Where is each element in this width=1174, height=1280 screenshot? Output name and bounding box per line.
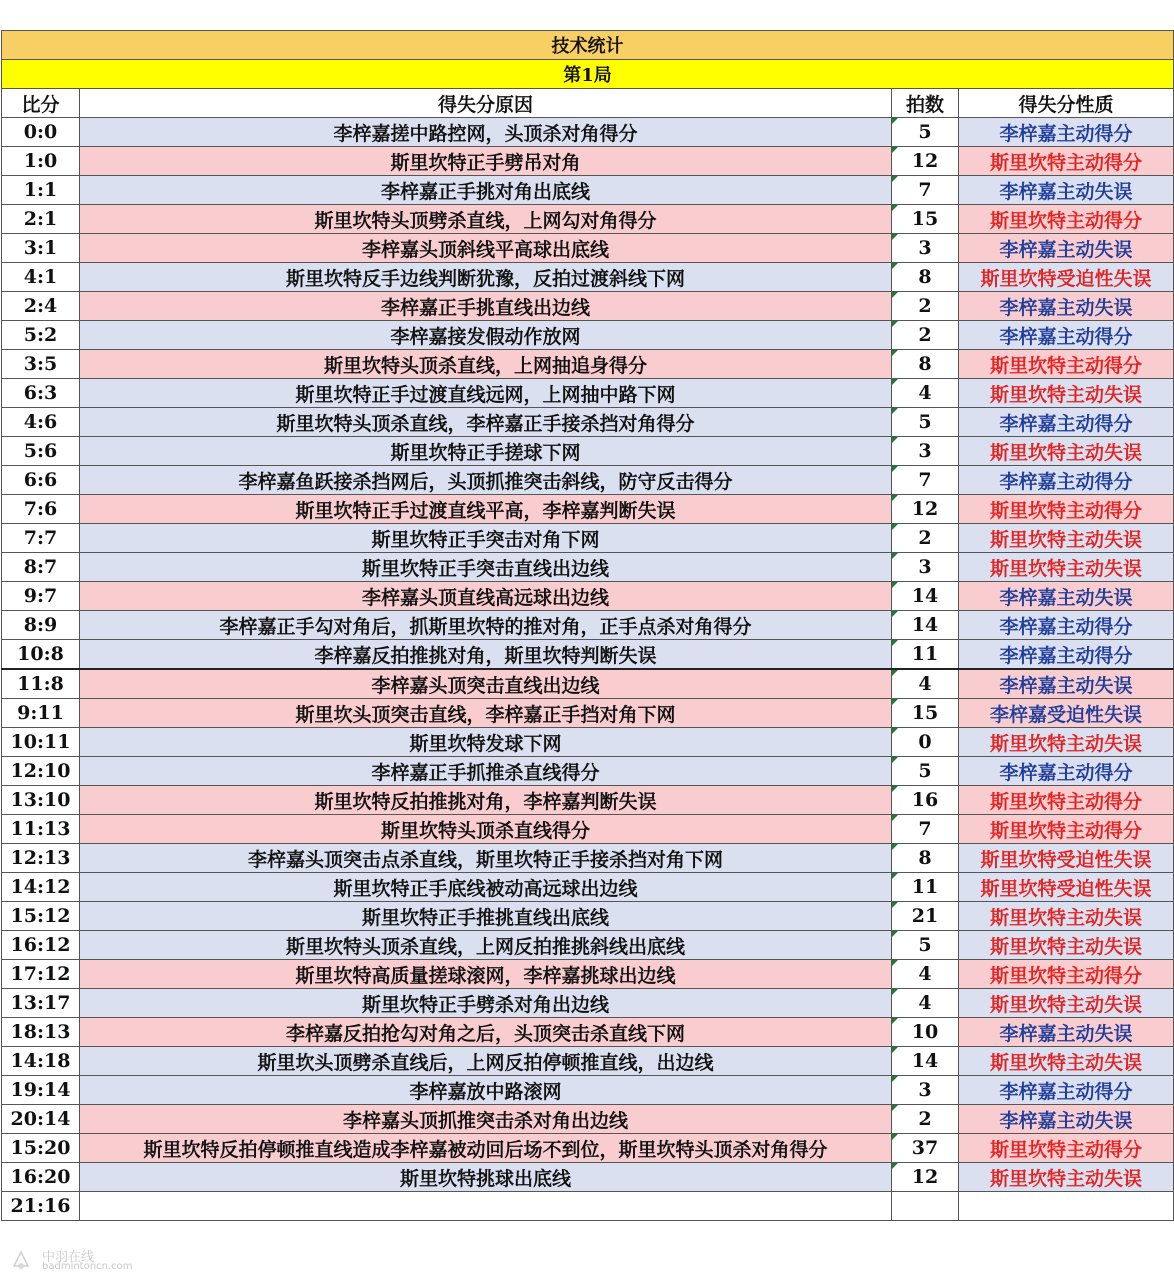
score-cell: 13:10 [2,786,80,815]
score-cell: 13:17 [2,989,80,1018]
score-cell: 15:12 [2,902,80,931]
score-cell: 5:2 [2,321,80,350]
reason-cell: 斯里坎特头顶杀直线，上网反拍推挑斜线出底线 [80,931,892,960]
nature-cell: 斯里坎特主动失误 [959,989,1174,1018]
watermark-en: badmintoncn.com [42,1261,133,1272]
score-cell: 9:11 [2,699,80,728]
score-cell: 16:20 [2,1163,80,1192]
score-cell: 3:1 [2,234,80,263]
table-title: 技术统计 [2,31,1174,60]
rally-cell: 4 [892,989,959,1018]
rally-cell: 4 [892,960,959,989]
reason-cell: 斯里坎特正手劈吊对角 [80,147,892,176]
nature-cell: 李梓嘉主动得分 [959,466,1174,495]
table-row [2,408,1174,437]
rally-cell: 14 [892,1047,959,1076]
nature-cell: 斯里坎特主动失误 [959,553,1174,582]
rally-cell: 7 [892,466,959,495]
reason-cell: 斯里坎特头顶杀直线得分 [80,815,892,844]
reason-cell: 李梓嘉头顶抓推突击杀对角出边线 [80,1105,892,1134]
rally-cell: 14 [892,611,959,640]
table-row [2,495,1174,524]
rally-cell: 16 [892,786,959,815]
table-row [2,437,1174,466]
rally-cell: 8 [892,263,959,292]
table-row [2,960,1174,989]
rally-cell: 12 [892,147,959,176]
nature-cell: 斯里坎特主动得分 [959,960,1174,989]
reason-cell: 李梓嘉反拍抢勾对角之后，头顶突击杀直线下网 [80,1018,892,1047]
table-row [2,350,1174,379]
score-cell: 12:10 [2,757,80,786]
score-cell: 2:4 [2,292,80,321]
header-nature: 得失分性质 [959,89,1174,118]
score-cell: 0:0 [2,118,80,147]
reason-cell: 李梓嘉接发假动作放网 [80,321,892,350]
rally-cell: 5 [892,931,959,960]
rally-cell: 0 [892,728,959,757]
score-cell: 7:6 [2,495,80,524]
nature-cell: 斯里坎特主动得分 [959,786,1174,815]
reason-cell: 李梓嘉搓中路控网，头顶杀对角得分 [80,118,892,147]
nature-cell: 斯里坎特受迫性失误 [959,844,1174,873]
reason-cell: 斯里坎特正手推挑直线出底线 [80,902,892,931]
rally-cell: 12 [892,495,959,524]
table-row [2,205,1174,234]
rally-cell: 2 [892,1105,959,1134]
rally-cell: 8 [892,350,959,379]
rally-cell: 3 [892,1076,959,1105]
score-cell: 11:13 [2,815,80,844]
reason-cell: 斯里坎特正手突击直线出边线 [80,553,892,582]
nature-cell: 李梓嘉主动失误 [959,1105,1174,1134]
watermark [10,1244,180,1274]
reason-cell: 李梓嘉反拍推挑对角，斯里坎特判断失误 [80,640,892,670]
score-cell: 1:1 [2,176,80,205]
nature-cell: 斯里坎特主动得分 [959,495,1174,524]
reason-cell: 斯里坎特正手过渡直线平高，李梓嘉判断失误 [80,495,892,524]
table-row [2,1047,1174,1076]
rally-cell: 12 [892,1163,959,1192]
game-row [2,60,1174,89]
reason-cell: 斯里坎特反拍停顿推直线造成李梓嘉被动回后场不到位，斯里坎特头顶杀对角得分 [80,1134,892,1163]
score-cell: 19:14 [2,1076,80,1105]
table-row [2,786,1174,815]
nature-cell: 斯里坎特主动得分 [959,815,1174,844]
score-cell: 5:6 [2,437,80,466]
rally-cell: 2 [892,321,959,350]
table-row [2,1163,1174,1192]
score-cell: 15:20 [2,1134,80,1163]
reason-cell [80,1192,892,1221]
table-row [2,582,1174,611]
score-cell: 3:5 [2,350,80,379]
rally-cell: 2 [892,524,959,553]
score-cell: 4:1 [2,263,80,292]
rally-cell: 2 [892,292,959,321]
table-row [2,699,1174,728]
score-cell: 14:18 [2,1047,80,1076]
score-cell: 10:8 [2,640,80,670]
score-cell: 7:7 [2,524,80,553]
score-cell: 12:13 [2,844,80,873]
rally-cell: 11 [892,873,959,902]
stats-table [1,30,1174,1221]
table-row [2,1076,1174,1105]
score-cell: 21:16 [2,1192,80,1221]
nature-cell: 斯里坎特主动失误 [959,1163,1174,1192]
reason-cell: 李梓嘉正手挑对角出底线 [80,176,892,205]
table-row [2,234,1174,263]
shuttlecock-logo-icon [10,1248,32,1270]
score-cell: 16:12 [2,931,80,960]
reason-cell: 斯里坎特正手过渡直线远网，上网抽中路下网 [80,379,892,408]
table-row [2,669,1174,699]
reason-cell: 斯里坎特正手劈杀对角出边线 [80,989,892,1018]
title-row [2,31,1174,60]
nature-cell: 斯里坎特主动得分 [959,147,1174,176]
nature-cell: 斯里坎特受迫性失误 [959,263,1174,292]
reason-cell: 斯里坎特挑球出底线 [80,1163,892,1192]
table-row [2,1018,1174,1047]
nature-cell: 李梓嘉受迫性失误 [959,699,1174,728]
reason-cell: 李梓嘉正手勾对角后，抓斯里坎特的推对角，正手点杀对角得分 [80,611,892,640]
table-row [2,931,1174,960]
reason-cell: 斯里坎头顶突击直线，李梓嘉正手挡对角下网 [80,699,892,728]
rally-cell: 5 [892,408,959,437]
nature-cell: 斯里坎特主动得分 [959,350,1174,379]
watermark-cn: 中羽在线 [42,1250,95,1265]
table-row [2,553,1174,582]
rally-cell: 11 [892,640,959,670]
header-row [2,89,1174,118]
nature-cell: 李梓嘉主动失误 [959,234,1174,263]
score-cell: 6:6 [2,466,80,495]
nature-cell: 斯里坎特主动失误 [959,728,1174,757]
rally-cell: 21 [892,902,959,931]
rally-cell: 14 [892,582,959,611]
nature-cell: 斯里坎特主动失误 [959,379,1174,408]
nature-cell: 李梓嘉主动得分 [959,321,1174,350]
rally-cell [892,1192,959,1221]
nature-cell: 斯里坎特主动失误 [959,1047,1174,1076]
table-row [2,757,1174,786]
stats-sheet [1,30,1173,1221]
reason-cell: 斯里坎特发球下网 [80,728,892,757]
rally-cell: 37 [892,1134,959,1163]
score-cell: 9:7 [2,582,80,611]
reason-cell: 李梓嘉鱼跃接杀挡网后，头顶抓推突击斜线，防守反击得分 [80,466,892,495]
reason-cell: 斯里坎特反拍推挑对角，李梓嘉判断失误 [80,786,892,815]
reason-cell: 李梓嘉头顶突击点杀直线，斯里坎特正手接杀挡对角下网 [80,844,892,873]
score-cell: 8:9 [2,611,80,640]
table-row [2,989,1174,1018]
nature-cell: 斯里坎特受迫性失误 [959,873,1174,902]
nature-cell: 李梓嘉主动失误 [959,669,1174,699]
table-row [2,524,1174,553]
reason-cell: 斯里坎头顶劈杀直线后，上网反拍停顿推直线，出边线 [80,1047,892,1076]
reason-cell: 李梓嘉头顶直线高远球出边线 [80,582,892,611]
header-reason: 得失分原因 [80,89,892,118]
reason-cell: 李梓嘉头顶突击直线出边线 [80,669,892,699]
score-cell: 1:0 [2,147,80,176]
reason-cell: 李梓嘉放中路滚网 [80,1076,892,1105]
nature-cell: 斯里坎特主动得分 [959,1134,1174,1163]
rally-cell: 3 [892,437,959,466]
table-row [2,263,1174,292]
nature-cell: 李梓嘉主动失误 [959,1018,1174,1047]
nature-cell: 斯里坎特主动失误 [959,437,1174,466]
nature-cell: 李梓嘉主动失误 [959,176,1174,205]
table-row [2,466,1174,495]
table-row [2,1134,1174,1163]
score-cell: 18:13 [2,1018,80,1047]
table-row [2,844,1174,873]
score-cell: 4:6 [2,408,80,437]
game-label: 第1局 [2,60,1174,89]
nature-cell: 斯里坎特主动失误 [959,902,1174,931]
score-cell: 8:7 [2,553,80,582]
reason-cell: 李梓嘉头顶斜线平高球出底线 [80,234,892,263]
rally-cell: 8 [892,844,959,873]
rally-cell: 7 [892,815,959,844]
table-row [2,873,1174,902]
reason-cell: 斯里坎特正手搓球下网 [80,437,892,466]
header-score: 比分 [2,89,80,118]
reason-cell: 斯里坎特反手边线判断犹豫，反拍过渡斜线下网 [80,263,892,292]
nature-cell: 斯里坎特主动失误 [959,524,1174,553]
rally-cell: 15 [892,205,959,234]
rally-cell: 4 [892,379,959,408]
table-row [2,902,1174,931]
nature-cell: 李梓嘉主动得分 [959,118,1174,147]
table-row [2,176,1174,205]
score-cell: 14:12 [2,873,80,902]
rally-cell: 7 [892,176,959,205]
rally-cell: 10 [892,1018,959,1047]
nature-cell: 李梓嘉主动得分 [959,611,1174,640]
nature-cell: 李梓嘉主动失误 [959,582,1174,611]
reason-cell: 斯里坎特头顶杀直线，李梓嘉正手接杀挡对角得分 [80,408,892,437]
score-cell: 6:3 [2,379,80,408]
table-row [2,815,1174,844]
table-row [2,728,1174,757]
header-rally: 拍数 [892,89,959,118]
nature-cell: 李梓嘉主动得分 [959,408,1174,437]
reason-cell: 斯里坎特高质量搓球滚网，李梓嘉挑球出边线 [80,960,892,989]
score-cell: 17:12 [2,960,80,989]
score-cell: 20:14 [2,1105,80,1134]
nature-cell: 斯里坎特主动得分 [959,205,1174,234]
nature-cell: 李梓嘉主动得分 [959,1076,1174,1105]
rally-cell: 5 [892,118,959,147]
table-row [2,611,1174,640]
table-row [2,379,1174,408]
table-row [2,292,1174,321]
rally-cell: 15 [892,699,959,728]
nature-cell: 斯里坎特主动失误 [959,931,1174,960]
table-row [2,118,1174,147]
reason-cell: 斯里坎特正手突击对角下网 [80,524,892,553]
reason-cell: 李梓嘉正手抓推杀直线得分 [80,757,892,786]
reason-cell: 李梓嘉正手挑直线出边线 [80,292,892,321]
nature-cell: 李梓嘉主动失误 [959,292,1174,321]
table-row [2,147,1174,176]
rally-cell: 3 [892,553,959,582]
score-cell: 11:8 [2,669,80,699]
reason-cell: 斯里坎特头顶劈杀直线，上网勾对角得分 [80,205,892,234]
score-cell: 10:11 [2,728,80,757]
nature-cell: 李梓嘉主动得分 [959,757,1174,786]
table-row [2,1105,1174,1134]
score-cell: 2:1 [2,205,80,234]
rally-cell: 3 [892,234,959,263]
rally-cell: 5 [892,757,959,786]
rally-cell: 4 [892,669,959,699]
reason-cell: 斯里坎特正手底线被动高远球出边线 [80,873,892,902]
table-row [2,1192,1174,1221]
reason-cell: 斯里坎特头顶杀直线，上网抽追身得分 [80,350,892,379]
table-row [2,321,1174,350]
nature-cell [959,1192,1174,1221]
nature-cell: 李梓嘉主动得分 [959,640,1174,670]
table-row [2,640,1174,670]
